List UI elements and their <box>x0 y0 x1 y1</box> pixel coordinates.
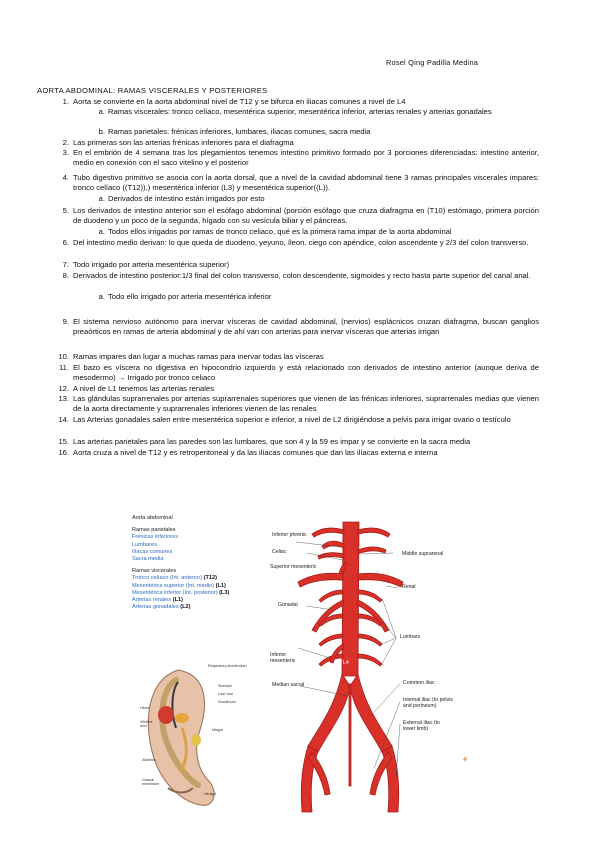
visceral-item: Mesentérica superior (Int. medio) (L1) <box>132 582 226 589</box>
aorta-label: Inferior phrenic <box>272 532 307 538</box>
parietal-item: Lumbares <box>132 541 157 548</box>
parietal-item: Frénicas inferiores <box>132 534 179 541</box>
embryo-label: Midgut <box>212 728 223 732</box>
aorta-summary-panel <box>132 515 229 611</box>
author-name: Rosel Qing Padilla Medina <box>386 58 479 67</box>
list-item: 7. Todo irrigado por arteria mesentérica superior) <box>62 260 230 269</box>
list-item: 4. Tubo digestivo primitivo se asocia con la aorta dorsal, que a nivel de la cavidad abdominal tiene 3 ramas principales viscerales impares: tronco celíaco ((T12)),) mesentérica inferior (L3) y mesentérica superior((L)). <box>62 173 539 193</box>
list-item: 1. Aorta se convierte en la aorta abdominal nivel de T12 y se bifurca en iliacas comunes a nivel de L4 <box>62 97 406 106</box>
embryo-label: Duodenum <box>218 700 236 704</box>
aorta-label: Renal <box>402 584 416 590</box>
aorta-drawing <box>250 516 510 816</box>
list-item: 2. Las primeras son las arterias frénicas inferiores para el diafragma <box>62 138 294 147</box>
list-item: 11. El bazo es víscera no digestiva en hipocondrio izquierdo y está relacionado con derivados de intestino anterior (aunque deriva de mesodermo) → Irrigado por tronco celiaco <box>59 363 539 383</box>
aorta-label: External iliac (to lower limb) <box>403 720 440 732</box>
list-item: b. Ramas parietales: frénicas inferiores, lumbares, iliacas comunes, sacra media <box>98 127 371 136</box>
list-item: 12. A nivel de L1 tenemos las arterias renales <box>58 384 214 393</box>
embryo-label: Heart <box>140 706 149 710</box>
embryo-label: Vitelline duct <box>140 720 153 728</box>
list-item: a. Todos ellos irrigados por ramas de tronco celiaco, qué es la primera rama impar de la aorta abdominal <box>98 227 452 236</box>
list-item: 5. Los derivados de intestino anterior son el esófago abdominal (porción esófago que cruza diafragma en (T10) estómago, primera porción de duodeno y un poco de la segunda, hígado con su vesícula biliar y el páncreas. <box>62 206 539 226</box>
list-item: a. Ramas viscerales: tronco celíaco, mesentérica superior, mesentérica inferior, arterias renales y arterias gonadales <box>98 107 492 116</box>
list-item: 9. El sistema nervioso autónomo para inervar vísceras de cavidad abdominal, (nervios) esplácnicos cruzan diafragma, buscan ganglios preaórticos en ramas de arteria abdominal y de ahí van con arterias para inervar vísceras que arterias irrigan <box>62 317 539 337</box>
list-item: a. Derivados de intestino están irrigados por esto <box>98 194 265 203</box>
embryo-label: Hindgut <box>204 792 217 796</box>
aorta-label: Superior mesenteric <box>270 564 317 570</box>
visceral-title: Ramas viscerales <box>132 568 177 575</box>
visceral-item: Arterias gonadales (L2) <box>132 604 191 611</box>
aorta-label: Gonadal <box>278 602 298 608</box>
aorta-label: Inferior mesenteric <box>270 652 296 664</box>
embryo-label: Liver bud <box>218 692 233 696</box>
list-item: a. Todo ello irrigado por arteria mesentérica inferior <box>98 292 272 301</box>
aorta-label: Lumbars <box>400 634 421 640</box>
visceral-item: Tronco celíaco (Int. anterior) (T12) <box>132 575 217 582</box>
list-item: 14. Las Arterias gonadales salen entre mesentérica superior e inferior, a nivel de L2 dirigiéndose a pelvis para irrigar ovario o testículo <box>58 415 511 424</box>
list-item: 6. Del intestino medio derivan: lo que queda de duodeno, yeyuno, íleon. ciego con apéndice, colon ascendente y 2/3 del colon transverso. <box>62 238 529 247</box>
aorta-label: L4 <box>343 660 349 666</box>
aorta-label: Internal iliac (to pelvis and perineum) <box>403 697 453 709</box>
list-item: 16. Aorta cruza a nivel de T12 y es retroperitoneal y da las ilíacas comunes que dan las ilíacas externa e interna <box>58 448 438 457</box>
embryo-label: Respiratory diverticulum <box>208 664 247 668</box>
panel-title: Aorta abdominal <box>132 515 173 521</box>
embryo-label: Allantois <box>142 758 156 762</box>
list-item: 3. En el embrión de 4 semana tras los plegamientos tenemos intestino primitivo formado por 3 porciones diferenciadas: intestino anterior, medio en conexión con el saco vitelino y el posterior <box>62 148 539 168</box>
page-heading: AORTA ABDOMINAL: RAMAS VISCERALES Y POSTERIORES <box>37 86 268 95</box>
aorta-label: Middle suprarenal <box>402 551 444 557</box>
aorta-label: Common iliac <box>403 680 435 686</box>
decorative-mark-icon: ⚘ <box>462 757 469 764</box>
list-item: 15. Las arterias parietales para las paredes son las lumbares, que son 4 y la 59 es impar y se convierte en la sacra media <box>58 437 471 446</box>
list-item: 8. Derivados de intestino posterior:1/3 final del colon transverso, colon descendente, sigmoides y recto hasta parte superior del canal anal. <box>62 271 531 280</box>
parietal-title: Ramas parietales <box>132 527 176 534</box>
aorta-label: Celiac <box>272 549 287 555</box>
list-item: 13. Las glándulas suprarrenales por arterias suprarrenales superiores que vienen de las frénicas inferiores, suprarrenales medias que vienen de la aorta directamente y suprarrenales inferiores vienen de las renales <box>58 394 539 414</box>
embryo-illustration <box>138 660 248 820</box>
embryo-label: Stomach <box>218 684 233 688</box>
aorta-illustration <box>250 516 510 816</box>
parietal-item: Sacra media <box>132 556 164 563</box>
embryo-label: Cloacal membrane <box>142 778 160 786</box>
visceral-item: Mesentérica inferior (Int. posterior) (L3) <box>132 589 230 596</box>
aorta-label: Median sacral <box>272 682 305 688</box>
parietal-item: Ilíacas comunes <box>132 548 173 555</box>
visceral-item: Arterias renales (L1) <box>132 597 184 604</box>
list-item: 10. Ramas impares dan lugar a muchas ramas para inervar todas las vísceras <box>58 352 324 361</box>
